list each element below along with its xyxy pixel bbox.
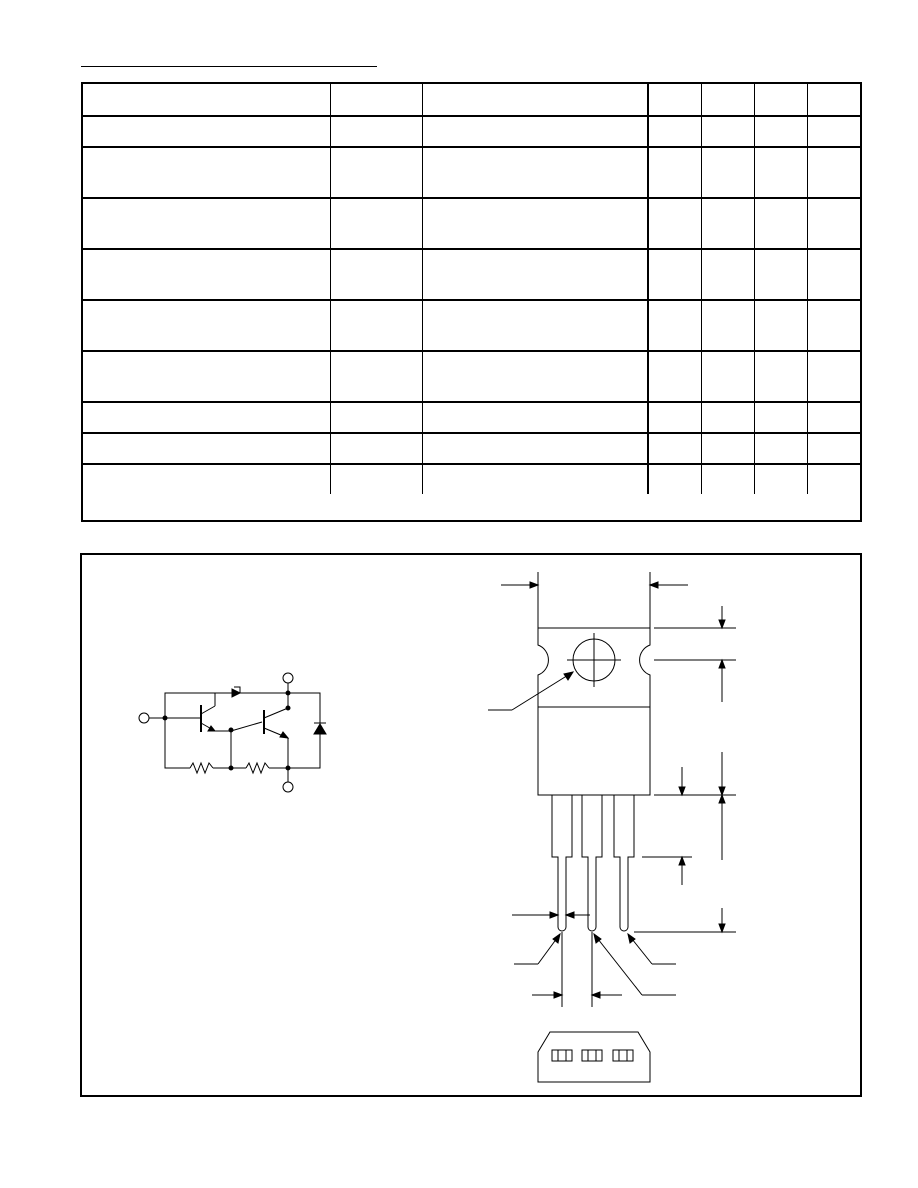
- table-cell: [648, 301, 701, 350]
- table-cell: [422, 250, 648, 299]
- terminal-collector: [283, 673, 293, 683]
- table-cell: [648, 465, 701, 494]
- table-row: [83, 401, 860, 432]
- circuit-schematic: [139, 673, 326, 792]
- diode-d1: [314, 724, 326, 734]
- lead-right: [614, 795, 634, 931]
- table-cell: [648, 434, 701, 463]
- table-cell: [83, 434, 330, 463]
- table-cell: [330, 117, 422, 146]
- spec-table: [81, 82, 862, 522]
- table-cell: [330, 434, 422, 463]
- table-cell: [701, 352, 754, 401]
- table-cell: [422, 148, 648, 197]
- table-row: [83, 463, 860, 494]
- table-cell: [330, 301, 422, 350]
- table-cell: [807, 117, 860, 146]
- table-cell: [330, 250, 422, 299]
- table-row: [83, 299, 860, 350]
- table-cell: [754, 434, 807, 463]
- table-row: [83, 248, 860, 299]
- table-cell: [701, 199, 754, 248]
- table-cell: [807, 199, 860, 248]
- table-cell: [807, 465, 860, 494]
- table-row: [83, 146, 860, 197]
- diagram-panel: [80, 553, 862, 1097]
- table-header-row: [83, 84, 860, 115]
- table-cell: [330, 465, 422, 494]
- table-cell: [754, 199, 807, 248]
- table-cell: [754, 250, 807, 299]
- table-cell: [754, 301, 807, 350]
- table-cell: [422, 403, 648, 432]
- table-cell: [648, 403, 701, 432]
- table-cell: [701, 117, 754, 146]
- package-outline: [488, 572, 736, 1082]
- table-cell: [83, 465, 330, 494]
- table-cell: [754, 117, 807, 146]
- transistor-q2: [264, 708, 288, 718]
- table-cell: [330, 84, 422, 115]
- table-cell: [701, 403, 754, 432]
- table-cell: [754, 84, 807, 115]
- table-cell: [648, 84, 701, 115]
- table-cell: [330, 148, 422, 197]
- table-cell: [83, 352, 330, 401]
- table-cell: [648, 148, 701, 197]
- table-cell: [83, 250, 330, 299]
- table-cell: [701, 148, 754, 197]
- table-row: [83, 350, 860, 401]
- table-cell: [701, 301, 754, 350]
- table-cell: [754, 148, 807, 197]
- table-cell: [807, 250, 860, 299]
- table-row: [83, 432, 860, 463]
- table-cell: [83, 84, 330, 115]
- table-cell: [648, 117, 701, 146]
- table-cell: [83, 117, 330, 146]
- table-cell: [807, 84, 860, 115]
- table-cell: [754, 465, 807, 494]
- table-cell: [83, 148, 330, 197]
- table-cell: [330, 199, 422, 248]
- table-row: [83, 115, 860, 146]
- table-cell: [701, 84, 754, 115]
- lead-left: [552, 795, 572, 931]
- table-cell: [807, 352, 860, 401]
- table-cell: [422, 465, 648, 494]
- lead-center: [582, 795, 602, 931]
- table-cell: [701, 434, 754, 463]
- table-cell: [83, 301, 330, 350]
- table-cell: [754, 403, 807, 432]
- table-cell: [422, 352, 648, 401]
- table-cell: [807, 434, 860, 463]
- table-cell: [83, 199, 330, 248]
- table-cell: [422, 84, 648, 115]
- table-row: [83, 197, 860, 248]
- table-cell: [807, 148, 860, 197]
- collector-arrow: [232, 689, 240, 697]
- table-cell: [422, 301, 648, 350]
- table-cell: [807, 403, 860, 432]
- table-cell: [422, 434, 648, 463]
- table-cell: [422, 199, 648, 248]
- table-cell: [83, 403, 330, 432]
- terminal-base: [139, 713, 149, 723]
- bottom-view: [538, 1032, 650, 1082]
- table-cell: [754, 352, 807, 401]
- diagram-drawing: [82, 555, 864, 1099]
- table-cell: [701, 250, 754, 299]
- table-cell: [330, 352, 422, 401]
- table-cell: [648, 352, 701, 401]
- transistor-q1: [201, 706, 215, 714]
- table-cell: [701, 465, 754, 494]
- table-cell: [807, 301, 860, 350]
- table-cell: [422, 117, 648, 146]
- table-cell: [648, 250, 701, 299]
- resistor-r2: [246, 763, 269, 773]
- resistor-r1: [190, 763, 213, 773]
- table-cell: [330, 403, 422, 432]
- terminal-emitter: [283, 782, 293, 792]
- table-cell: [648, 199, 701, 248]
- header-rule: [81, 66, 377, 67]
